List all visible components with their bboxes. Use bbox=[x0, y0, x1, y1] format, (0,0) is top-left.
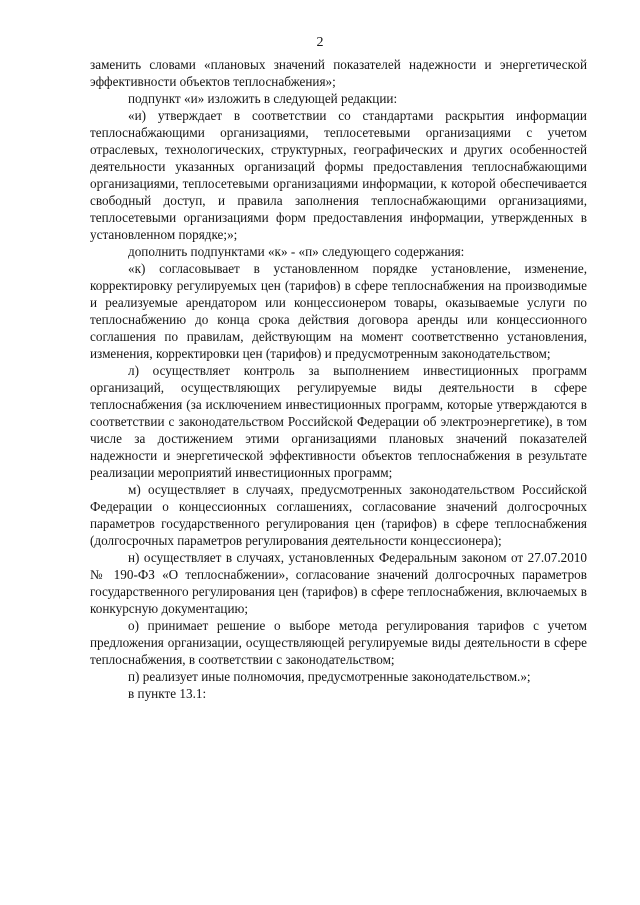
paragraph-subitem-i-intro: подпункт «и» изложить в следующей редакции: bbox=[128, 91, 398, 106]
paragraph-subitem-i: «и) утверждает в соответствии со стандартами раскрытия информации теплоснабжающими организациями, теплосетевыми организациями с учетом отраслевых, технологических, структурных, географических и других особенностей деятельности указанных организаций формы предоставления теплоснабжающими организациями, теплосетевыми организациями информации, к которой обеспечивается свободный доступ, и правила заполнения теплоснабжающими организациями, теплосетевыми организациями форм предоставления информации, утвержденных в установленном порядке;»; bbox=[90, 108, 587, 242]
paragraph-add-subitems: дополнить подпунктами «к» - «п» следующего содержания: bbox=[128, 244, 465, 259]
paragraph-subitem-m: м) осуществляет в случаях, предусмотренных законодательством Российской Федерации о концессионных соглашениях, согласование значений долгосрочных параметров государственного регулирования цен (тарифов) в сфере теплоснабжения (долгосрочных параметров регулирования деятельности концессионера); bbox=[90, 482, 587, 548]
paragraph-subitem-p: п) реализует иные полномочия, предусмотренные законодательством.»; bbox=[128, 669, 531, 684]
paragraph-item-13-1: в пункте 13.1: bbox=[128, 686, 207, 701]
paragraph-replace-words: заменить словами «плановых значений показателей надежности и энергетической эффективности объектов теплоснабжения»; bbox=[90, 57, 587, 89]
paragraph-subitem-l: л) осуществляет контроль за выполнением инвестиционных программ организаций, осуществляющих регулируемые виды деятельности в сфере теплоснабжения (за исключением инвестиционных программ, которые утверждаются в соответствии с законодательством Российской Федерации об электроэнергетике), в том числе за достижением этими организациями плановых значений показателей надежности и энергетической эффективности объектов теплоснабжения в результате реализации мероприятий инвестиционных программ; bbox=[90, 363, 587, 480]
paragraph-subitem-o: о) принимает решение о выборе метода регулирования тарифов с учетом предложения организации, осуществляющей регулируемые виды деятельности в сфере теплоснабжения, в соответствии с законодательством; bbox=[90, 618, 587, 667]
document-body bbox=[90, 56, 587, 702]
paragraph-subitem-k: «к) согласовывает в установленном порядке установление, изменение, корректировку регулируемых цен (тарифов) в сфере теплоснабжения на производимые и реализуемые арендатором или концессионером товары, оказываемые услуги по теплоснабжению до конца срока действия договора аренды или концессионного соглашения по правилам, действующим на момент соответственно установления, изменения, корректировки цен (тарифов) и предусмотренным законодательством; bbox=[90, 261, 587, 361]
page-number: 2 bbox=[316, 35, 324, 50]
paragraph-subitem-n: н) осуществляет в случаях, установленных Федеральным законом от 27.07.2010 № 190-ФЗ «О теплоснабжении», согласование значений долгосрочных параметров государственного регулирования цен (тарифов) в сфере теплоснабжения, включаемых в конкурсную документацию; bbox=[90, 550, 587, 616]
